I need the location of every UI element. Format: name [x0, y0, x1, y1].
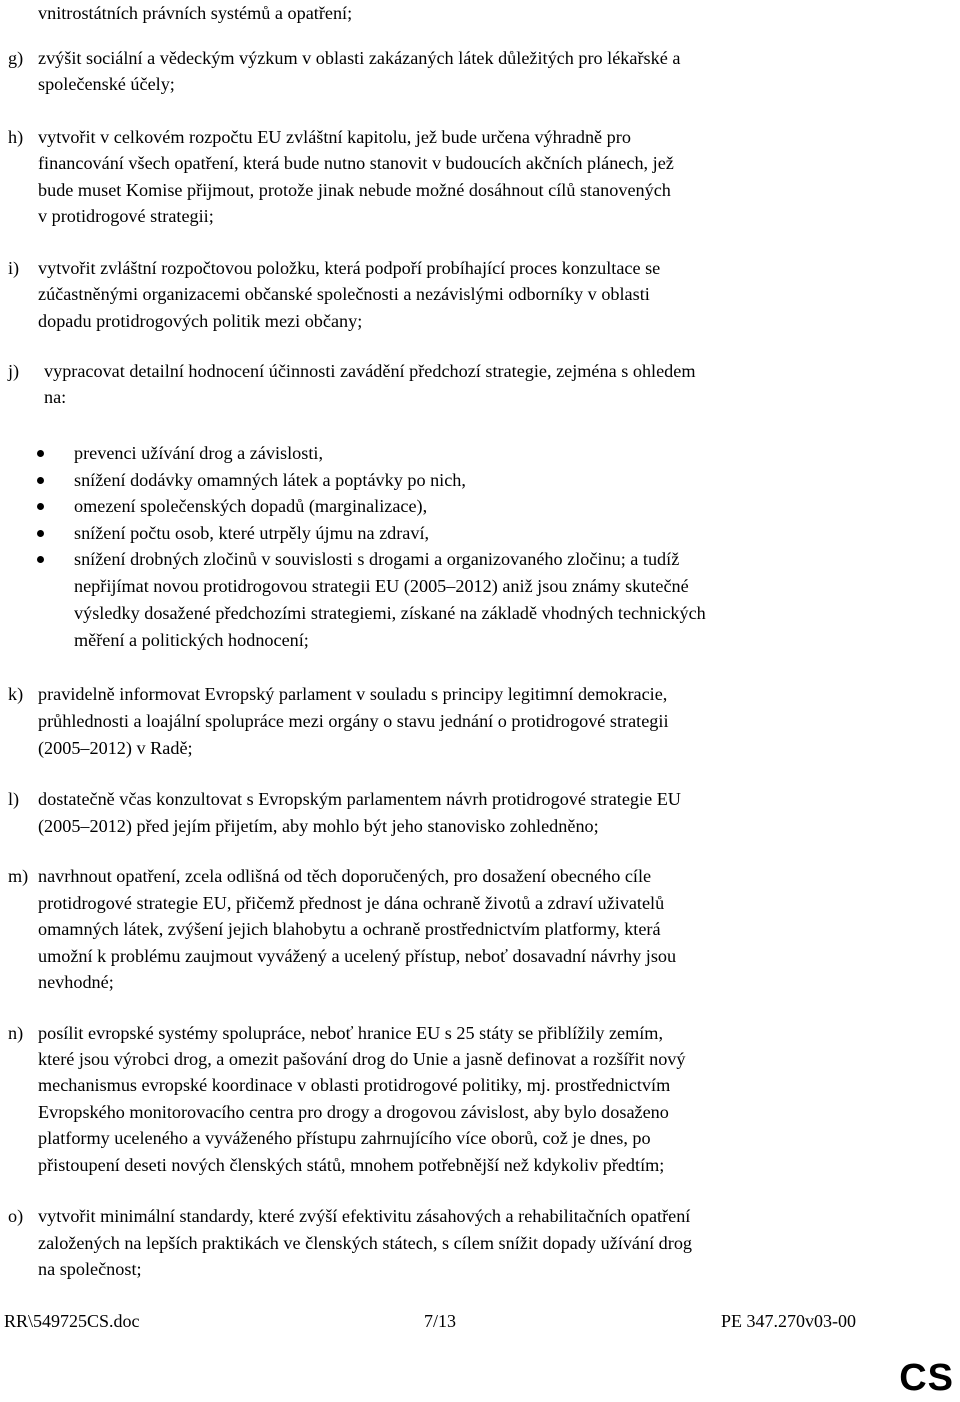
item-marker-g: g) — [8, 48, 24, 68]
bullet-item-line: měření a politických hodnocení; — [74, 630, 309, 650]
bullet-dot — [37, 503, 44, 510]
item-i-line: dopadu protidrogových politik mezi občany; — [38, 311, 363, 331]
item-h-line: v protidrogové strategii; — [38, 206, 214, 226]
item-k-line: (2005–2012) v Radě; — [38, 738, 193, 758]
footer-page-number: 7/13 — [424, 1311, 457, 1331]
bullet-item-line: nepřijímat novou protidrogovou strategii EU (2005–2012) aniž jsou známy skutečné — [74, 576, 689, 596]
footer-pe-number: PE 347.270v03-00 — [721, 1311, 856, 1331]
item-k-line: pravidelně informovat Evropský parlament v souladu s principy legitimní demokracie, — [38, 684, 668, 704]
item-m-line: omamných látek, zvýšení jejich blahobytu a ochraně prostřednictvím platformy, která — [38, 919, 661, 939]
item-o-line: na společnost; — [38, 1259, 142, 1279]
item-j-line: na: — [44, 387, 67, 407]
item-n-line: které jsou výrobci drog, a omezit pašování drog do Unie a jasně definovat a rozšířit nový — [38, 1049, 686, 1069]
bullet-item-line: výsledky dosažené předchozími strategiemi, získané na základě vhodných technických — [74, 603, 706, 623]
intro-line: vnitrostátních právních systémů a opatření; — [38, 3, 353, 23]
item-marker-h: h) — [8, 127, 24, 147]
item-h-line: vytvořit v celkovém rozpočtu EU zvláštní kapitolu, jež bude určena výhradně pro — [38, 127, 631, 147]
item-g-line: společenské účely; — [38, 74, 175, 94]
item-h-line: financování všech opatření, která bude nutno stanovit v budoucích akčních plánech, jež — [38, 153, 674, 173]
item-n-line: posílit evropské systémy spolupráce, neboť hranice EU s 25 státy se přiblížily zemím, — [38, 1023, 663, 1043]
item-marker-i: i) — [8, 258, 20, 278]
bullet-item-line: omezení společenských dopadů (marginalizace), — [74, 496, 428, 516]
item-h-line: bude muset Komise přijmout, protože jinak nebude možné dosáhnout cílů stanovených — [38, 180, 671, 200]
bullet-item-line: prevenci užívání drog a závislosti, — [74, 443, 323, 463]
item-n-line: platformy uceleného a vyváženého přístupu zahrnujícího více oborů, což je dnes, po — [38, 1128, 651, 1148]
item-marker-m: m) — [8, 866, 29, 886]
bullet-dot — [37, 450, 44, 457]
item-marker-j: j) — [8, 361, 20, 381]
item-marker-l: l) — [8, 789, 20, 809]
item-i-line: zúčastněnými organizacemi občanské společnosti a nezávislými odborníky v oblasti — [38, 284, 650, 304]
bullet-dot — [37, 530, 44, 537]
item-l-line: dostatečně včas konzultovat s Evropským parlamentem návrh protidrogové strategie EU — [38, 789, 681, 809]
item-m-line: umožní k problému zaujmout vyvážený a ucelený přístup, neboť dosavadní návrhy jsou — [38, 946, 677, 966]
item-n-line: přistoupení deseti nových členských států, mnohem potřebnější než kdykoliv předtím; — [38, 1155, 665, 1175]
bullet-item-line: snížení drobných zločinů v souvislosti s drogami a organizovaného zločinu; a tudíž — [74, 549, 680, 569]
bullet-dot — [37, 556, 44, 563]
item-marker-n: n) — [8, 1023, 24, 1043]
item-o-line: založených na lepších praktikách ve členských státech, s cílem snížit dopady užívání drog — [38, 1233, 693, 1253]
item-j-line: vypracovat detailní hodnocení účinnosti zavádění předchozí strategie, zejména s ohledem — [44, 361, 696, 381]
item-i-line: vytvořit zvláštní rozpočtovou položku, která podpoří probíhající proces konzultace se — [38, 258, 661, 278]
item-m-line: nevhodné; — [38, 972, 114, 992]
item-n-line: mechanismus evropské koordinace v oblasti protidrogové politiky, mj. prostřednictvím — [38, 1075, 671, 1095]
item-m-line: navrhnout opatření, zcela odlišná od těch doporučených, pro dosažení obecného cíle — [38, 866, 652, 886]
bullet-dot — [37, 477, 44, 484]
footer-doc-reference: RR\549725CS.doc — [4, 1311, 140, 1331]
item-marker-o: o) — [8, 1206, 24, 1226]
item-marker-k: k) — [8, 684, 24, 704]
item-g-line: zvýšit sociální a vědeckým výzkum v oblasti zakázaných látek důležitých pro lékařské a — [38, 48, 681, 68]
item-n-line: Evropského monitorovacího centra pro drogy a drogovou závislost, aby bylo dosaženo — [38, 1102, 669, 1122]
bullet-item-line: snížení počtu osob, které utrpěly újmu na zdraví, — [74, 523, 430, 543]
item-l-line: (2005–2012) před jejím přijetím, aby mohlo být jeho stanovisko zohledněno; — [38, 816, 599, 836]
item-o-line: vytvořit minimální standardy, které zvýší efektivitu zásahových a rehabilitačních opatření — [38, 1206, 691, 1226]
bullet-item-line: snížení dodávky omamných látek a poptávky po nich, — [74, 470, 466, 490]
item-k-line: průhlednosti a loajální spolupráce mezi orgány o stavu jednání o protidrogové strategii — [38, 711, 669, 731]
item-m-line: protidrogové strategie EU, přičemž přednost je dána ochraně životů a zdraví uživatelů — [38, 893, 665, 913]
language-code: CS — [899, 1357, 954, 1399]
